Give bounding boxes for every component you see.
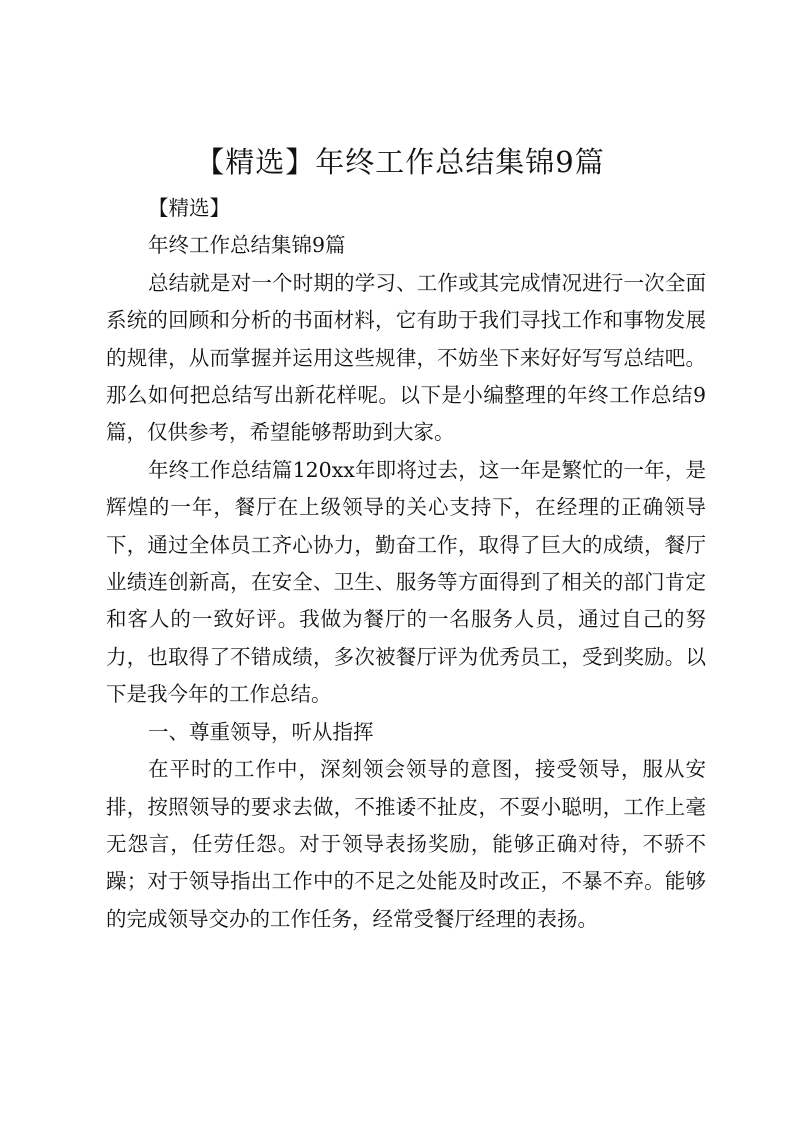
summary-paragraph-1: 年终工作总结篇120xx年即将过去，这一年是繁忙的一年，是辉煌的一年，餐厅在上级领导的关心支持下，在经理的正确领导下，通过全体员工齐心协力，勤奋工作，取得了巨大的成绩，餐厅业绩连创新高，在安全、卫生、服务等方面得到了相关的部门肯定和客人的一致好评。我做为餐厅的一名服务人员，通过自己的努力，也取得了不错成绩，多次被餐厅评为优秀员工，受到奖励。以下是我今年的工作总结。	[106, 457, 706, 707]
document-body	[106, 190, 706, 938]
tag-line: 【精选】	[148, 196, 230, 220]
document-title: 【精选】年终工作总结集锦9篇	[195, 145, 605, 179]
section-paragraph-1: 在平时的工作中，深刻领会领导的意图，接受领导，服从安排，按照领导的要求去做，不推诿不扯皮，不耍小聪明，工作上毫无怨言，任劳任怨。对于领导表扬奖励，能够正确对待，不骄不躁；对于领导指出工作中的不足之处能及时改正，不暴不弃。能够的完成领导交办的工作任务，经常受餐厅经理的表扬。	[106, 757, 706, 931]
subtitle-line: 年终工作总结集锦9篇	[148, 233, 346, 258]
intro-paragraph: 总结就是对一个时期的学习、工作或其完成情况进行一次全面系统的回顾和分析的书面材料，它有助于我们寻找工作和事物发展的规律，从而掌握并运用这些规律，不妨坐下来好好写写总结吧。那么如何把总结写出新花样呢。以下是小编整理的年终工作总结9篇，仅供参考，希望能够帮助到大家。	[106, 270, 706, 445]
section-heading-1: 一、尊重领导，听从指挥	[148, 719, 374, 744]
